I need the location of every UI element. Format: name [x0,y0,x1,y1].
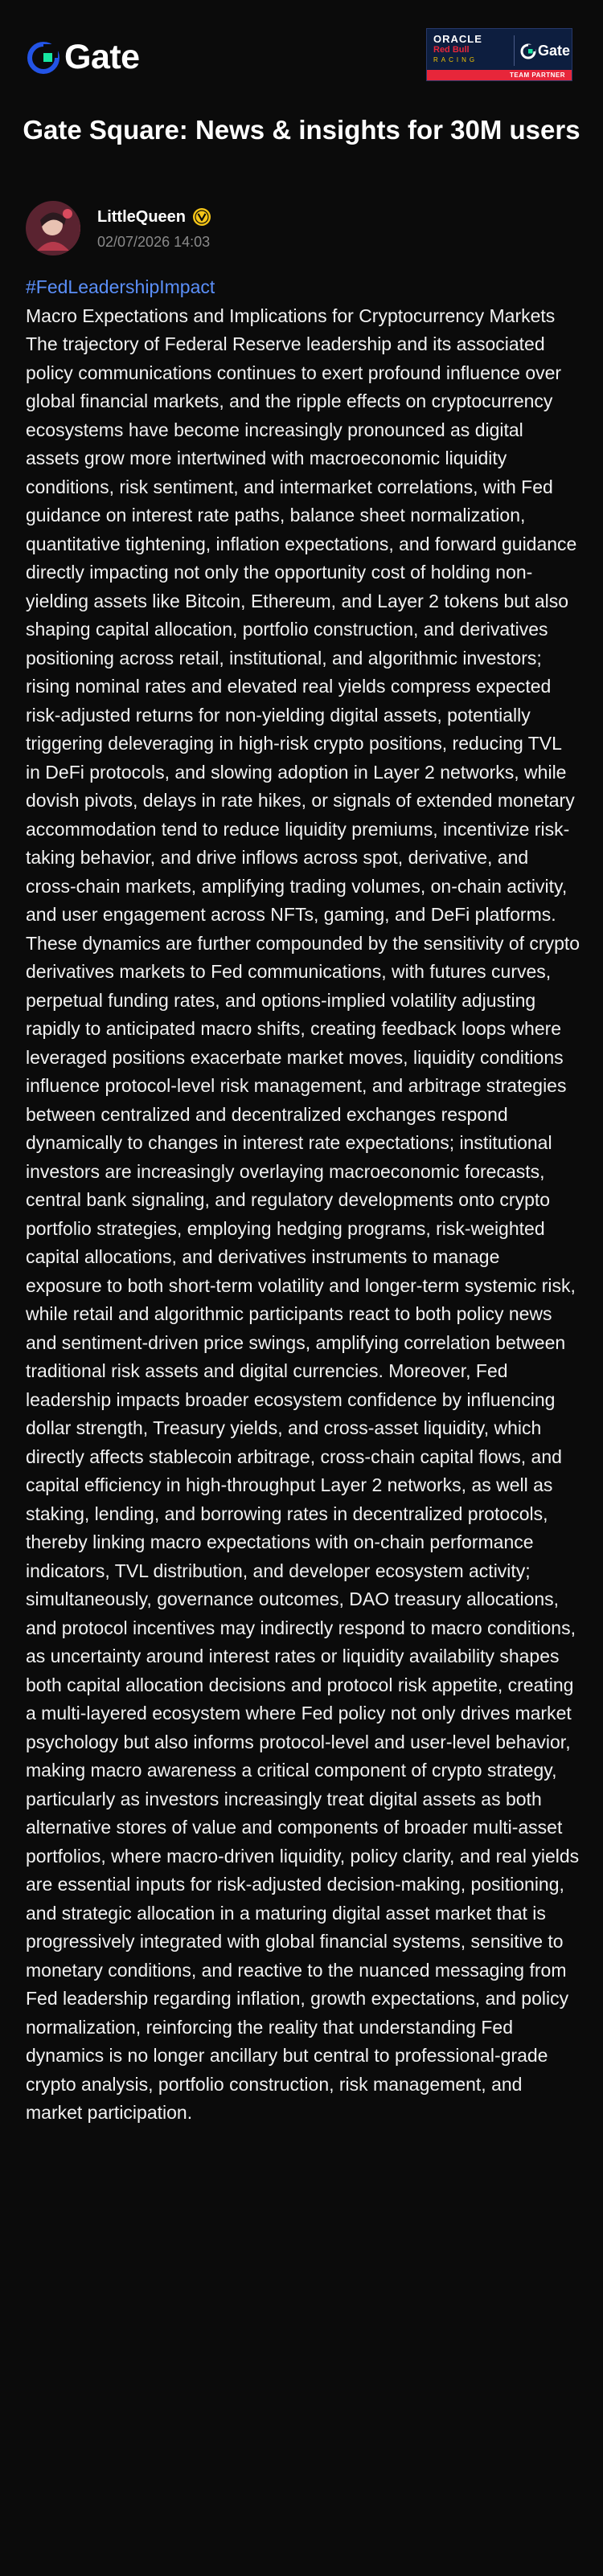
partner-line-1: ORACLE [433,33,482,45]
partner-line-2: Red Bull [433,45,470,55]
page-title: Gate Square: News & insights for 30M users [23,115,580,145]
gate-logo[interactable] [27,40,140,75]
post-timestamp: 02/07/2026 14:03 [97,234,211,250]
partner-line-3: RACING [433,56,478,63]
brand-name: Gate [64,38,140,76]
post-author-header [26,201,572,257]
post-content [26,273,580,2128]
post-hashtag[interactable]: #FedLeadershipImpact [26,276,215,297]
gate-logo-icon [27,42,59,74]
post-title: Macro Expectations and Implications for Cryptocurrency Markets [26,305,556,326]
partner-badge [426,28,572,81]
partner-divider [514,35,515,66]
partner-footer: TEAM PARTNER [427,70,572,80]
post-body: The trajectory of Federal Reserve leadership and its associated policy communications continues to exert profound influence over global financial markets, and the ripple effects on cryptocurrency ecosystems have become increasingly pronounced as digital assets grow more intertwined with macroeconomic liquidity conditions, risk sentiment, and intermarket correlations, with Fed guidance on interest rate paths, balance sheet normalization, quantitative tightening, inflation expectations, and forward guidance directly impacting not only the opportunity cost of holding non-yielding assets like Bitcoin, Ethereum, and Layer 2 tokens but also shaping capital allocation, portfolio construction, and derivatives positioning across retail, institutional, and algorithmic investors; rising nominal rates and elevated real yields compress expected risk-adjusted returns for non-yielding digital assets, potentially triggering deleveraging in high-risk crypto positions, reducing TVL in DeFi protocols, and slowing adoption in Layer 2 networks, while dovish pivots, delays in rate hikes, or signals of extended monetary accommodation tend to reduce liquidity premiums, incentivize risk-taking behavior, and drive inflows across spot, derivative, and cross-chain markets, amplifying trading volumes, on-chain activity, and user engagement across NFTs, gaming, and DeFi platforms. These dynamics are further compounded by the sensitivity of crypto derivatives markets to Fed communications, with futures curves, perpetual funding rates, and options-implied volatility adjusting rapidly to anticipated macro shifts, creating feedback loops where leveraged positions exacerbate market moves, liquidity conditions influence protocol-level risk management, and arbitrage strategies between centralized and decentralized exchanges respond dynamically to changes in interest rate expectations; institutional investors are increasingly overlaying macroeconomic forecasts, central bank signaling, and regulatory developments onto crypto portfolio strategies, employing hedging programs, risk-weighted capital allocations, and derivatives instruments to manage exposure to both short-term volatility and longer-term systemic risk, while retail and algorithmic participants react to both policy news and sentiment-driven price swings, amplifying correlation between traditional risk assets and digital currencies. Moreover, Fed leadership impacts broader ecosystem confidence by influencing dollar strength, Treasury yields, and cross-asset liquidity, which directly affects stablecoin arbitrage, cross-chain capital flows, and capital efficiency in high-throughput Layer 2 networks, as well as staking, lending, and borrowing rates in decentralized protocols, thereby linking macro expectations with on-chain performance indicators, TVL distribution, and developer ecosystem activity; simultaneously, governance outcomes, DAO treasury allocations, and protocol incentives may indirectly respond to macro conditions, as uncertainty around interest rates or liquidity availability shapes both capital allocation decisions and protocol risk appetite, creating a multi-layered ecosystem where Fed policy not only drives market psychology but also informs protocol-level and user-level behavior, making macro awareness a critical component of crypto strategy, particularly as investors increasingly treat digital assets as both alternative stores of value and components of broader multi-asset portfolios, where macro-driven liquidity, policy clarity, and real yields are essential inputs for risk-adjusted decision-making, positioning, and strategic allocation in a maturing digital asset market that is progressively integrated with global financial systems, sensitive to monetary conditions, and reactive to the nuanced messaging from Fed leadership regarding inflation, growth expectations, and policy normalization, reinforcing the reality that understanding Fed dynamics is no longer ancillary but central to professional-grade crypto analysis, portfolio construction, risk management, and market participation. [26,333,580,2123]
gate-logo-icon [520,43,536,59]
avatar[interactable] [26,201,80,256]
author-username[interactable]: LittleQueen [97,208,187,226]
avatar-image [26,201,80,256]
verified-badge-icon [192,207,211,227]
app-header [0,0,603,112]
partner-gate-logo [520,43,570,59]
partner-gate-label: Gate [538,43,571,59]
